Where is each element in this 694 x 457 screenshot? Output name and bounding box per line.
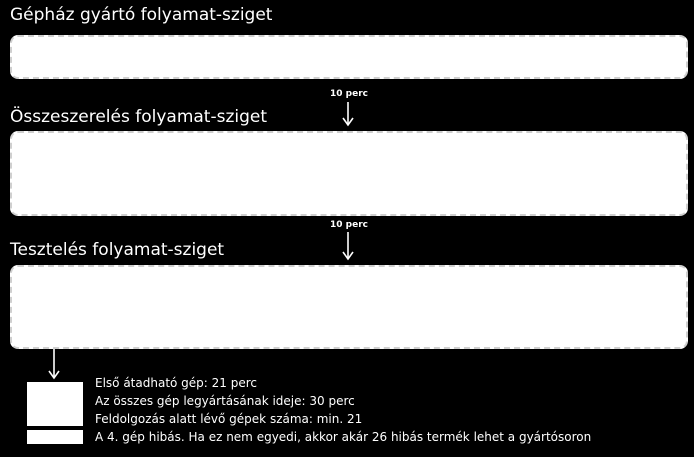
island-title-assembly: Összeszerelés folyamat-sziget bbox=[10, 107, 268, 127]
summary-defect-note: A 4. gép hibás. Ha ez nem egyedi, akkor akár 26 hibás termék lehet a gyártósoron bbox=[95, 430, 592, 444]
island-box-assembly bbox=[10, 131, 688, 216]
island-box-machine-housing bbox=[10, 35, 688, 79]
summary-box-upper bbox=[27, 382, 83, 426]
summary-first-machine: Első átadható gép: 21 perc bbox=[95, 376, 257, 390]
transition-label-2: 10 perc bbox=[330, 220, 368, 230]
transition-label-1: 10 perc bbox=[330, 89, 368, 99]
island-title-machine-housing: Gépház gyártó folyamat-sziget bbox=[10, 5, 273, 25]
island-title-testing: Tesztelés folyamat-sziget bbox=[10, 240, 225, 260]
down-arrow-icon bbox=[341, 232, 355, 262]
down-arrow-icon bbox=[47, 349, 61, 381]
summary-box-lower bbox=[27, 430, 83, 444]
summary-wip-count: Feldolgozás alatt lévő gépek száma: min. 21 bbox=[95, 412, 363, 426]
summary-total-time: Az összes gép legyártásának ideje: 30 perc bbox=[95, 394, 355, 408]
down-arrow-icon bbox=[341, 102, 355, 128]
island-box-testing bbox=[10, 265, 688, 349]
